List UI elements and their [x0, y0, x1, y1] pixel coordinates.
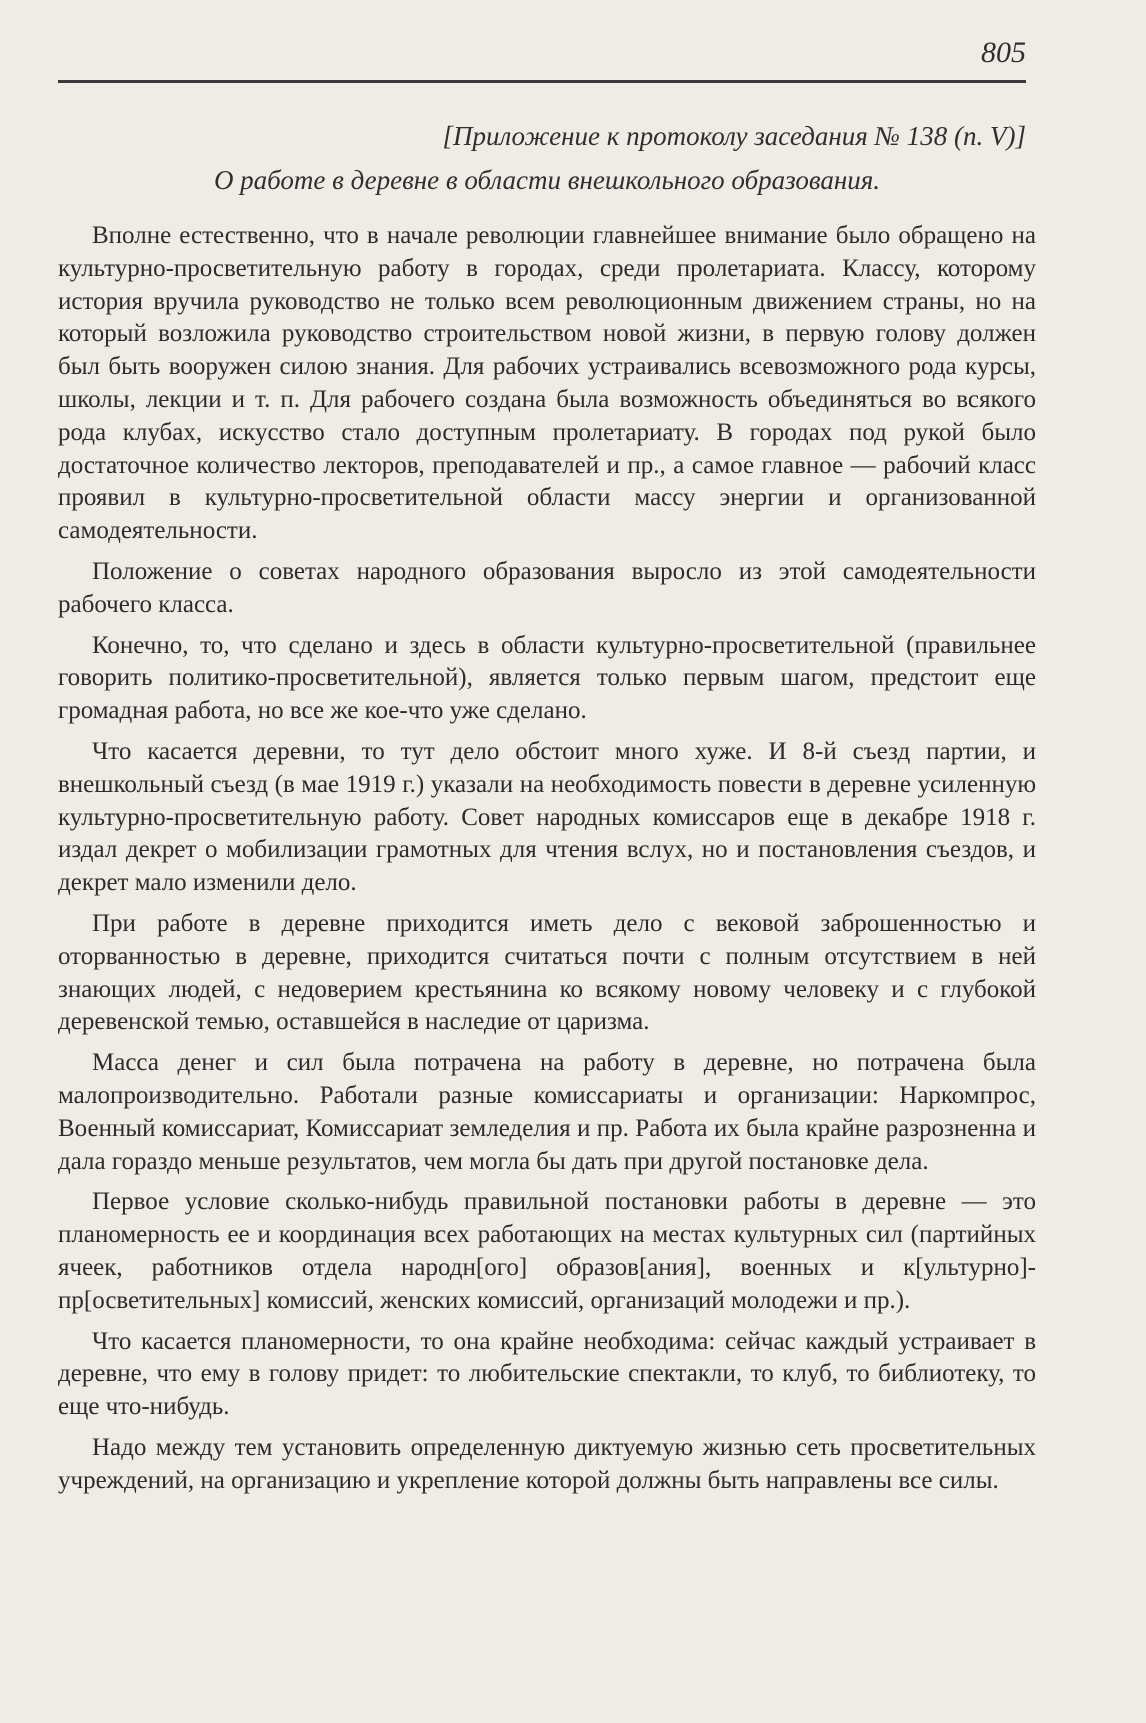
paragraph: Первое условие сколько-нибудь правильной постановки работы в деревне — это планомерность ее и координация всех работающих на местах культурных сил (партийных ячеек, работников отдела народн[ого] образов[ания], военных и к[ультурно]-пр[осветительных] комиссий, женских комиссий, организаций молодежи и пр.).: [58, 1188, 1036, 1314]
appendix-heading: [Приложение к протоколу заседания № 138 (п. V)]: [442, 121, 1026, 151]
paragraph: При работе в деревне приходится иметь дело с вековой заброшенностью и оторванностью в деревне, приходится считаться почти с полным отсутствием в ней знающих людей, с недоверием крестьянина ко всякому новому человеку и с глубокой деревенской темью, оставшейся в наследие от царизма.: [58, 909, 1036, 1036]
document-title: О работе в деревне в области внешкольного образования.: [213, 165, 881, 195]
paragraph: Положение о советах народного образования выросло из этой самодеятельности рабочего класса.: [58, 557, 1036, 618]
paragraph: Надо между тем установить определенную диктуемую жизнью сеть просветительных учреждений, на организацию и укрепление которой должны быть направлены все силы.: [58, 1433, 1036, 1494]
paragraph: Что касается деревни, то тут дело обстоит много хуже. И 8-й съезд партии, и внешкольный съезд (в мае 1919 г.) указали на необходимость повести в деревне усиленную культурно-просветительную работу. Совет народных комиссаров еще в декабре 1918 г. издал декрет о мобилизации грамотных для чтения вслух, но и постановления съездов, и декрет мало изменили дело.: [58, 737, 1036, 897]
paragraph: Вполне естественно, что в начале революции главнейшее внимание было обращено на культурно-просветительную работу в городах, среди пролетариата. Классу, которому история вручила руководство не только всем революционным движением страны, но на который возложила руководство строительством новой жизни, в первую голову должен был быть вооружен силою знания. Для рабочих устраивались всевозможного рода курсы, школы, лекции и т. п. Для рабочего создана была возможность объединяться во всякого рода клубах, искусство стало доступным пролетариату. В городах под рукой было достаточное количество лекторов, преподавателей и пр., а самое главное — рабочий класс проявил в культурно-просветительной области массу энергии и организованной самодеятельности.: [58, 222, 1036, 545]
paragraph: Конечно, то, что сделано и здесь в области культурно-просветительной (правильнее говорить политико-просветительной), является только первым шагом, предстоит еще громадная работа, но все же кое-что уже сделано.: [58, 631, 1036, 725]
page-number: 805: [981, 36, 1026, 69]
page-header: [58, 28, 1026, 83]
paragraph: Масса денег и сил была потрачена на работу в деревне, но потрачена была малопроизводительно. Работали разные комиссариаты и организации: Наркомпрос, Военный комиссариат, Комиссариат земледелия и пр. Работа их была крайне разрозненна и дала гораздо меньше результатов, чем могла бы дать при другой постановке дела.: [58, 1049, 1036, 1175]
paragraph: Что касается планомерности, то она крайне необходима: сейчас каждый устраивает в деревне, что ему в голову придет: то любительские спектакли, то клуб, то библиотеку, то еще что-нибудь.: [58, 1327, 1036, 1421]
document-body: [58, 118, 1036, 1505]
